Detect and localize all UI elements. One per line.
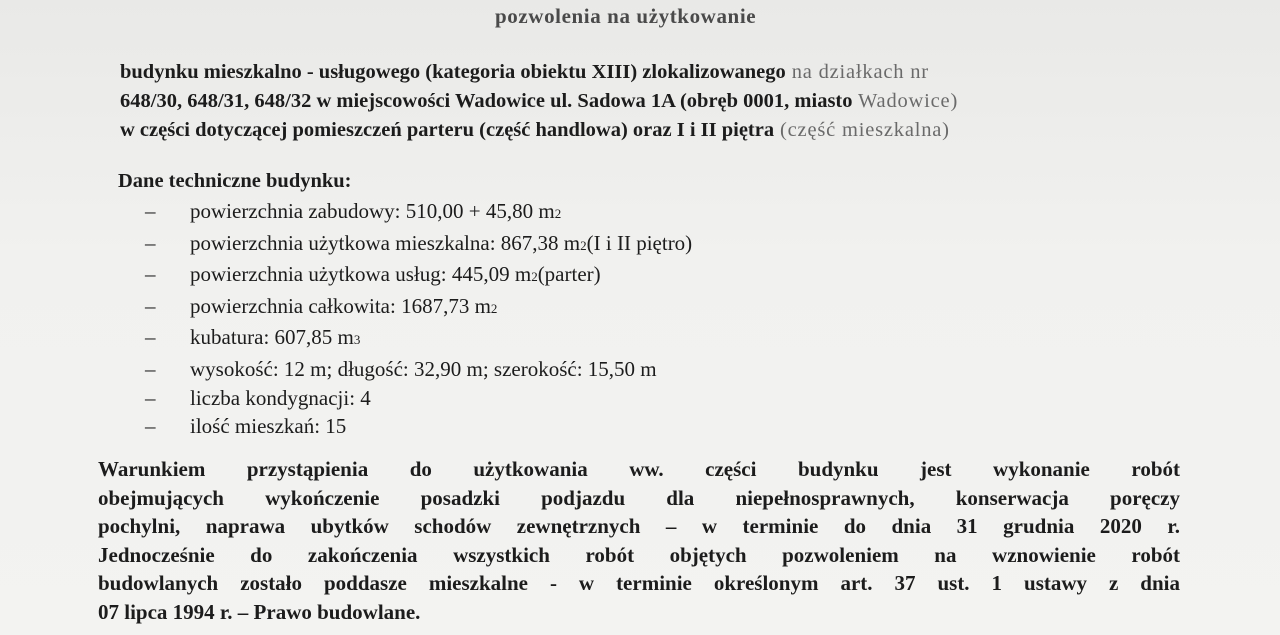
building-description — [120, 58, 1180, 145]
tech-item: – kubatura: 607,85 m 3 — [145, 325, 361, 350]
usage-conditions-paragraph — [98, 455, 1180, 626]
tech-item: – wysokość: 12 m; długość: 32,90 m; szerokość: 15,50 m — [145, 356, 657, 381]
tech-data-list — [145, 197, 692, 441]
conditions-line: Warunkiem przystąpienia do użytkowania ww. części budynku jest wykonanie robót — [98, 457, 1180, 481]
document-header: pozwolenia na użytkowanie — [495, 4, 757, 28]
intro-line-3: w części dotyczącej pomieszczeń parteru (część handlowa) oraz I i II piętra (część mieszkalna) — [120, 119, 950, 141]
conditions-line: budowlanych zostało poddasze mieszkalne - w terminie określonym art. 37 ust. 1 ustawy z dnia — [98, 571, 1180, 595]
tech-item: – powierzchnia użytkowa mieszkalna: 867,38 m 2 (I i II piętro) — [145, 230, 693, 255]
tech-item: – powierzchnia zabudowy: 510,00 + 45,80 m 2 — [145, 199, 562, 223]
intro-line-2: 648/30, 648/31, 648/32 w miejscowości Wadowice ul. Sadowa 1A (obręb 0001, miasto Wadowice) — [120, 90, 959, 112]
tech-item: – powierzchnia użytkowa usług: 445,09 m 2 (parter) — [145, 262, 601, 287]
conditions-line: obejmujących wykończenie posadzki podjazdu dla niepełnosprawnych, konserwacja poręczy — [98, 485, 1180, 510]
conditions-line: 07 lipca 1994 r. – Prawo budowlane. — [98, 599, 421, 624]
intro-line-1: budynku mieszkalno - usługowego (kategoria obiektu XIII) zlokalizowanego na działkach nr — [120, 61, 929, 83]
tech-data-title: Dane techniczne budynku: — [118, 170, 352, 192]
conditions-line: Jednocześnie do zakończenia wszystkich robót objętych pozwoleniem na wznowienie robót — [98, 542, 1180, 567]
tech-item: – liczba kondygnacji: 4 — [145, 385, 371, 410]
conditions-line: pochylni, naprawa ubytków schodów zewnętrznych – w terminie do dnia 31 grudnia 2020 r. — [98, 514, 1180, 538]
tech-item: – powierzchnia całkowita: 1687,73 m 2 — [145, 293, 498, 318]
tech-item: – ilość mieszkań: 15 — [145, 414, 347, 439]
